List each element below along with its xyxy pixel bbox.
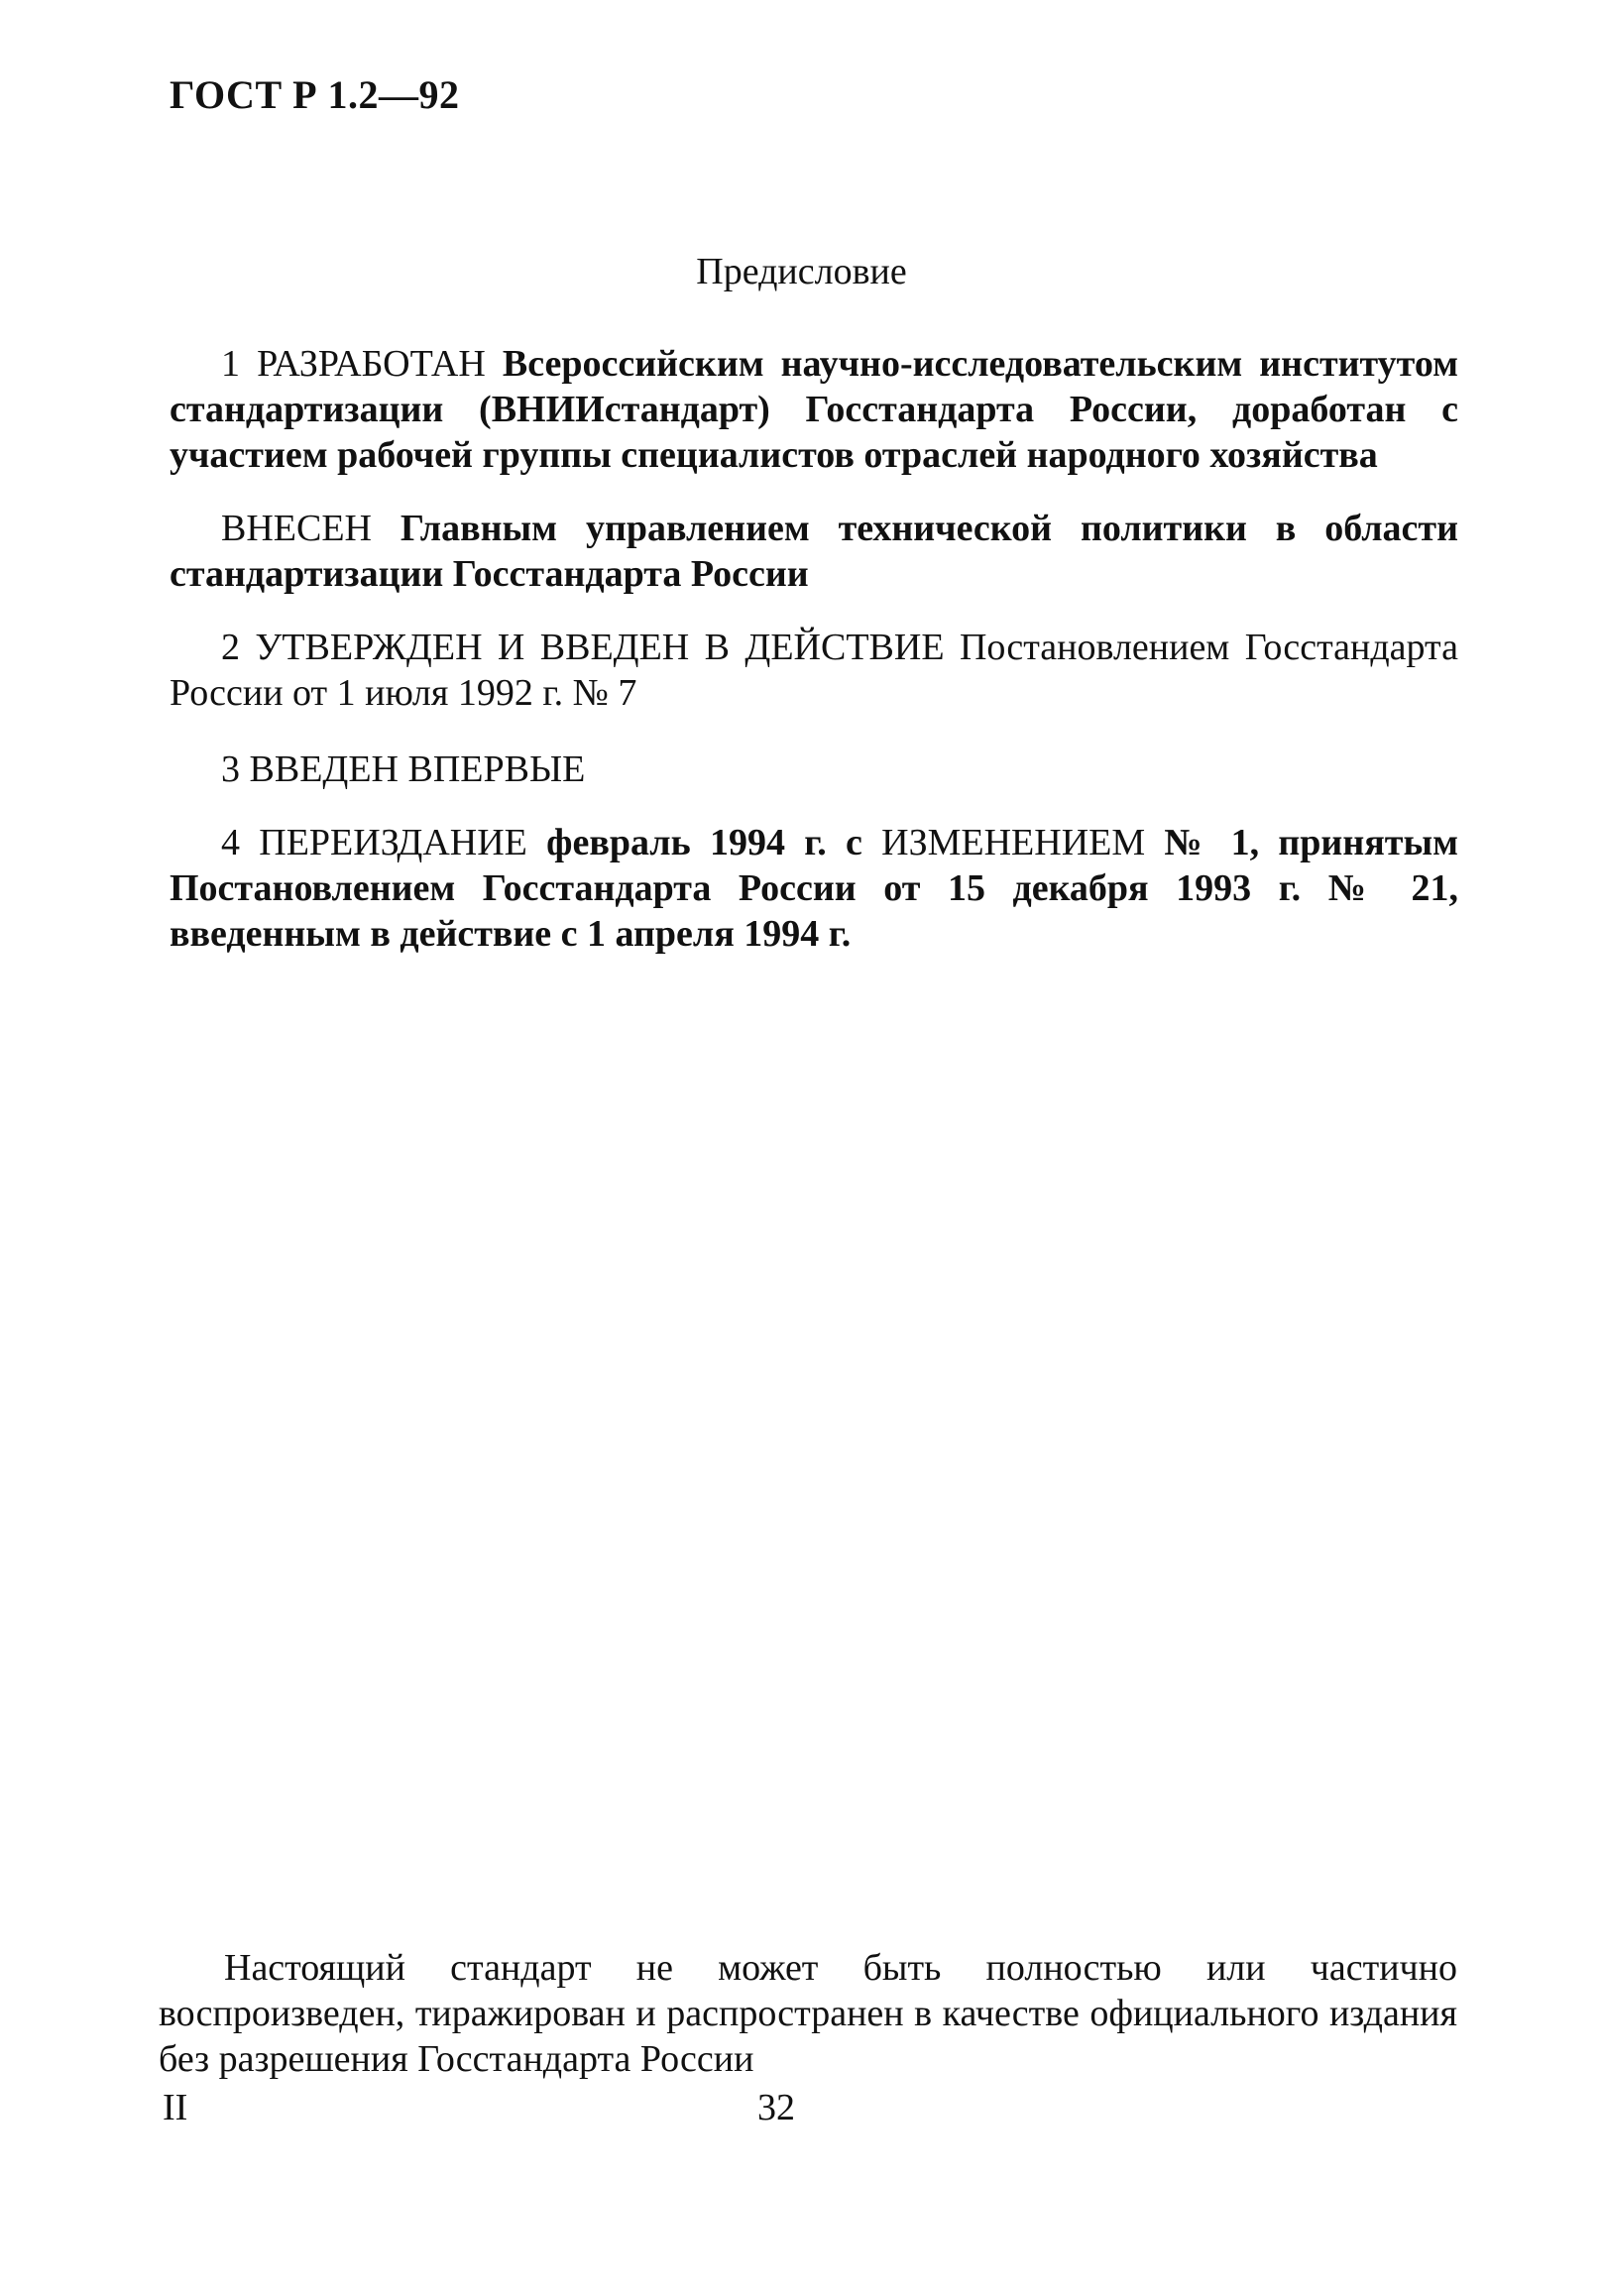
item-1-text: Всероссийским научно-исследовательским институтом стандартизации (ВНИИстандарт) Госстандарта России, доработан с участием рабочей группы специалистов отраслей народного хозяйства: [170, 343, 1458, 476]
item-2-text: Постановлением Госстандарта России от 1 июля 1992 г. № 7: [170, 627, 1458, 714]
preface-introduced: [170, 506, 1458, 597]
preface-item-1: [170, 341, 1458, 478]
item-2-lead: 2 УТВЕРЖДЕН И ВВЕДЕН В ДЕЙСТВИЕ: [221, 627, 945, 668]
item-3-lead: 3 ВВЕДЕН ВПЕРВЫЕ: [221, 748, 586, 790]
document-code: ГОСТ Р 1.2—92: [170, 72, 460, 117]
item-4-lead-b: ИЗМЕНЕНИЕМ: [881, 822, 1146, 863]
preface-title: Предисловие: [696, 251, 907, 292]
preface-item-4: [170, 820, 1458, 957]
item-4-lead: 4 ПЕРЕИЗДАНИЕ: [221, 822, 527, 863]
item-4-text-a: февраль 1994 г. с: [526, 822, 882, 863]
copyright-note-text: Настоящий стандарт не может быть полностью или частично воспроизведен, тиражирован и распространен в качестве официального издания без разрешения Госстандарта России: [159, 1947, 1457, 2080]
page-number: 32: [757, 2087, 795, 2128]
page-mark: II: [163, 2087, 188, 2128]
preface-item-3: [170, 746, 1458, 792]
introduced-text: Главным управлением технической политики в области стандартизации Госстандарта России: [170, 508, 1458, 595]
item-4-text-b: № 1, принятым Постановлением Госстандарта России от 15 декабря 1993 г. № 21, введенным в действие с 1 апреля 1994 г.: [170, 822, 1458, 955]
copyright-note: [159, 1945, 1457, 2082]
introduced-lead: ВНЕСЕН: [221, 508, 372, 549]
item-1-lead: 1 РАЗРАБОТАН: [221, 343, 486, 385]
preface-item-2: [170, 625, 1458, 716]
